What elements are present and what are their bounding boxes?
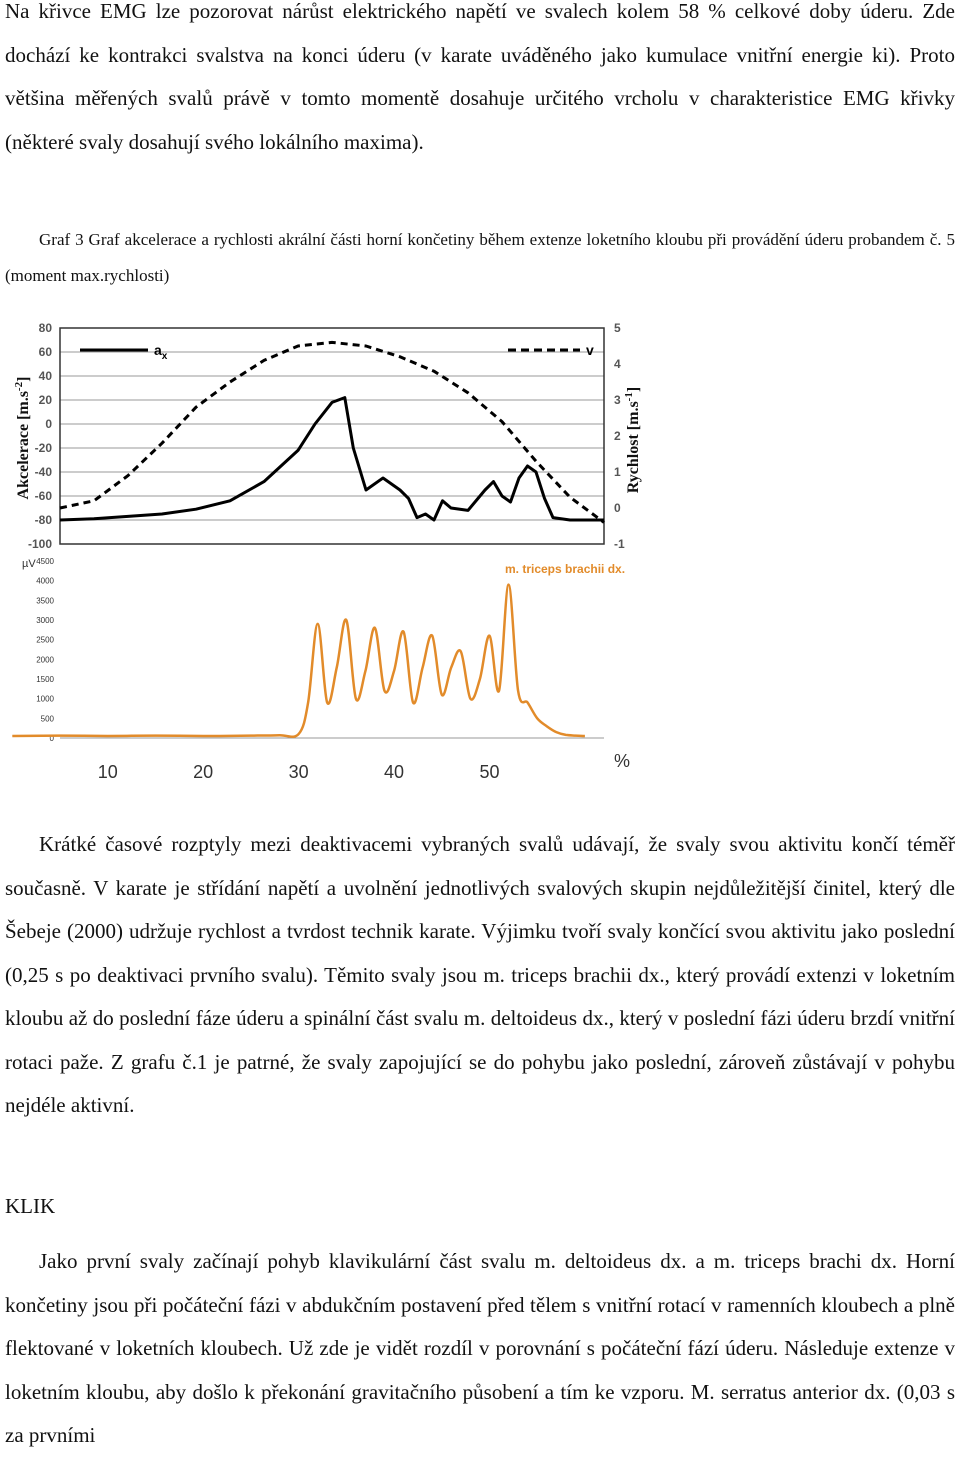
chart1-right-tick: 3 [614, 393, 621, 407]
paragraph-muscles: Krátké časové rozptyly mezi deaktivacemi vybraných svalů udávají, že svaly svou aktivitu končí téměř současně. V karate je střídání napětí a uvolnění jednotlivých svalových skupin nejdůležitější činitel, který dle Šebeje (2000) udržuje rychlost a tvrdost technik karate. Výjimku tvoří svaly končící svou aktivitu jako poslední (0,25 s po deaktivaci prvního svalu). Těmito svaly jsou m. triceps brachii dx., který provádí extenzi v loketním kloubu až do poslední fáze úderu a spinální část svalu m. deltoideus dx., který v poslední fázi úderu brzdí vnitřní rotaci paže. Z grafu č.1 je patrné, že svaly zapojující se do pohybu jako poslední, zároveň zůstávají v pohybu nejdéle aktivní. [5, 832, 955, 1117]
paragraph-first-muscles: Jako první svaly začínají pohyb klavikulární část svalu m. deltoideus dx. a m. triceps brachi dx. Horní končetiny jsou při počáteční fázi v abdukčním postavení před tělem s vnitřní rotací v ramenních kloubech a plně flektované v loketních kloubech. Už zde je vidět rozdíl v porovnání s počáteční fází úderu. Následuje extenze v loketním kloubu, aby došlo k překonání gravitačního působení a tím ke vzporu. M. serratus anterior dx. (0,03 s za prvními [5, 1249, 955, 1447]
chart2-y-tick: 3000 [36, 616, 54, 625]
chart1-right-tick: 0 [614, 501, 621, 515]
chart1-left-tick: 60 [38, 345, 52, 359]
chart1-gridlines [60, 328, 604, 544]
chart1-right-tick: -1 [614, 537, 625, 551]
klik-heading: KLIK [5, 1194, 56, 1218]
chart1-left-tick: 0 [45, 417, 52, 431]
chart2-y-tick: 2500 [36, 635, 54, 645]
chart1-left-tick: -40 [34, 465, 52, 479]
chart2-x-tick: 30 [288, 762, 309, 782]
legend-v: v [586, 342, 594, 358]
chart2-y-tick: 4000 [36, 576, 54, 586]
chart1-left-tick: -20 [34, 441, 52, 455]
chart2-series [12, 585, 585, 737]
chart1-left-tick: 20 [38, 393, 52, 407]
chart1-right-tick-labels [614, 321, 625, 551]
paragraph-intro: Na křivce EMG lze pozorovat nárůst elektrického napětí ve svalech kolem 58 % celkové doby úderu. Zde dochází ke kontrakci svalstva na konci úderu (v karate uváděného jako kumulace vnitřní energie ki). Proto většina měřených svalů právě v tomto momentě dosahuje určitého vrcholu v charakteristice EMG křivky (některé svaly dosahují svého lokálního maxima). [5, 0, 955, 154]
chart2-y-tick: 0 [49, 734, 54, 743]
chart1-left-axis-title: Akcelerace $[m.s^{-2}]$ [13, 376, 32, 500]
chart2-y-tick: 4500 [36, 557, 54, 566]
chart1-right-tick: 2 [614, 429, 621, 443]
chart2-y-tick-labels [36, 557, 54, 743]
emg-chart [0, 555, 960, 795]
chart1-left-tick: -60 [34, 489, 52, 503]
figure-caption: Graf 3 Graf akcelerace a rychlosti akrální části horní končetiny během extenze loketního kloubu při provádění úderu probandem č. 5 (moment max.rychlosti) [5, 230, 955, 285]
chart2-title: m. triceps brachii dx. [505, 562, 626, 576]
chart2-x-tick: 10 [97, 762, 118, 782]
legend-ax: $a_x$ [154, 342, 168, 362]
chart1-plot-frame [60, 328, 604, 544]
chart1-left-tick: -100 [27, 537, 52, 551]
chart1-right-axis-title: Rychlost $[m.s^{-1}]$ [623, 386, 642, 494]
chart2-series-emg [12, 585, 585, 737]
chart2-x-unit: % [614, 751, 631, 771]
chart2-y-tick: 1000 [36, 694, 54, 704]
chart1-left-tick: -80 [34, 513, 52, 527]
chart1-left-tick: 40 [38, 369, 52, 383]
chart2-y-tick: 2000 [36, 655, 54, 665]
chart1-series [60, 342, 604, 522]
chart2-y-tick: 500 [40, 714, 54, 724]
chart1-right-tick: 4 [614, 357, 621, 371]
chart2-x-tick: 20 [193, 762, 214, 782]
chart1-left-tick: 80 [38, 321, 52, 335]
chart2-x-tick-labels [98, 762, 500, 782]
chart2-y-unit: µV [22, 558, 36, 570]
chart1-right-tick: 5 [614, 321, 621, 335]
acceleration-velocity-chart [0, 310, 960, 560]
chart2-x-tick: 50 [479, 762, 500, 782]
chart1-series-ax [60, 398, 604, 520]
chart1-right-tick: 1 [614, 465, 621, 479]
chart2-y-tick: 3500 [36, 596, 54, 606]
chart2-y-tick: 1500 [36, 675, 54, 684]
chart2-x-tick: 40 [384, 762, 405, 782]
chart1-series-v [60, 342, 604, 522]
